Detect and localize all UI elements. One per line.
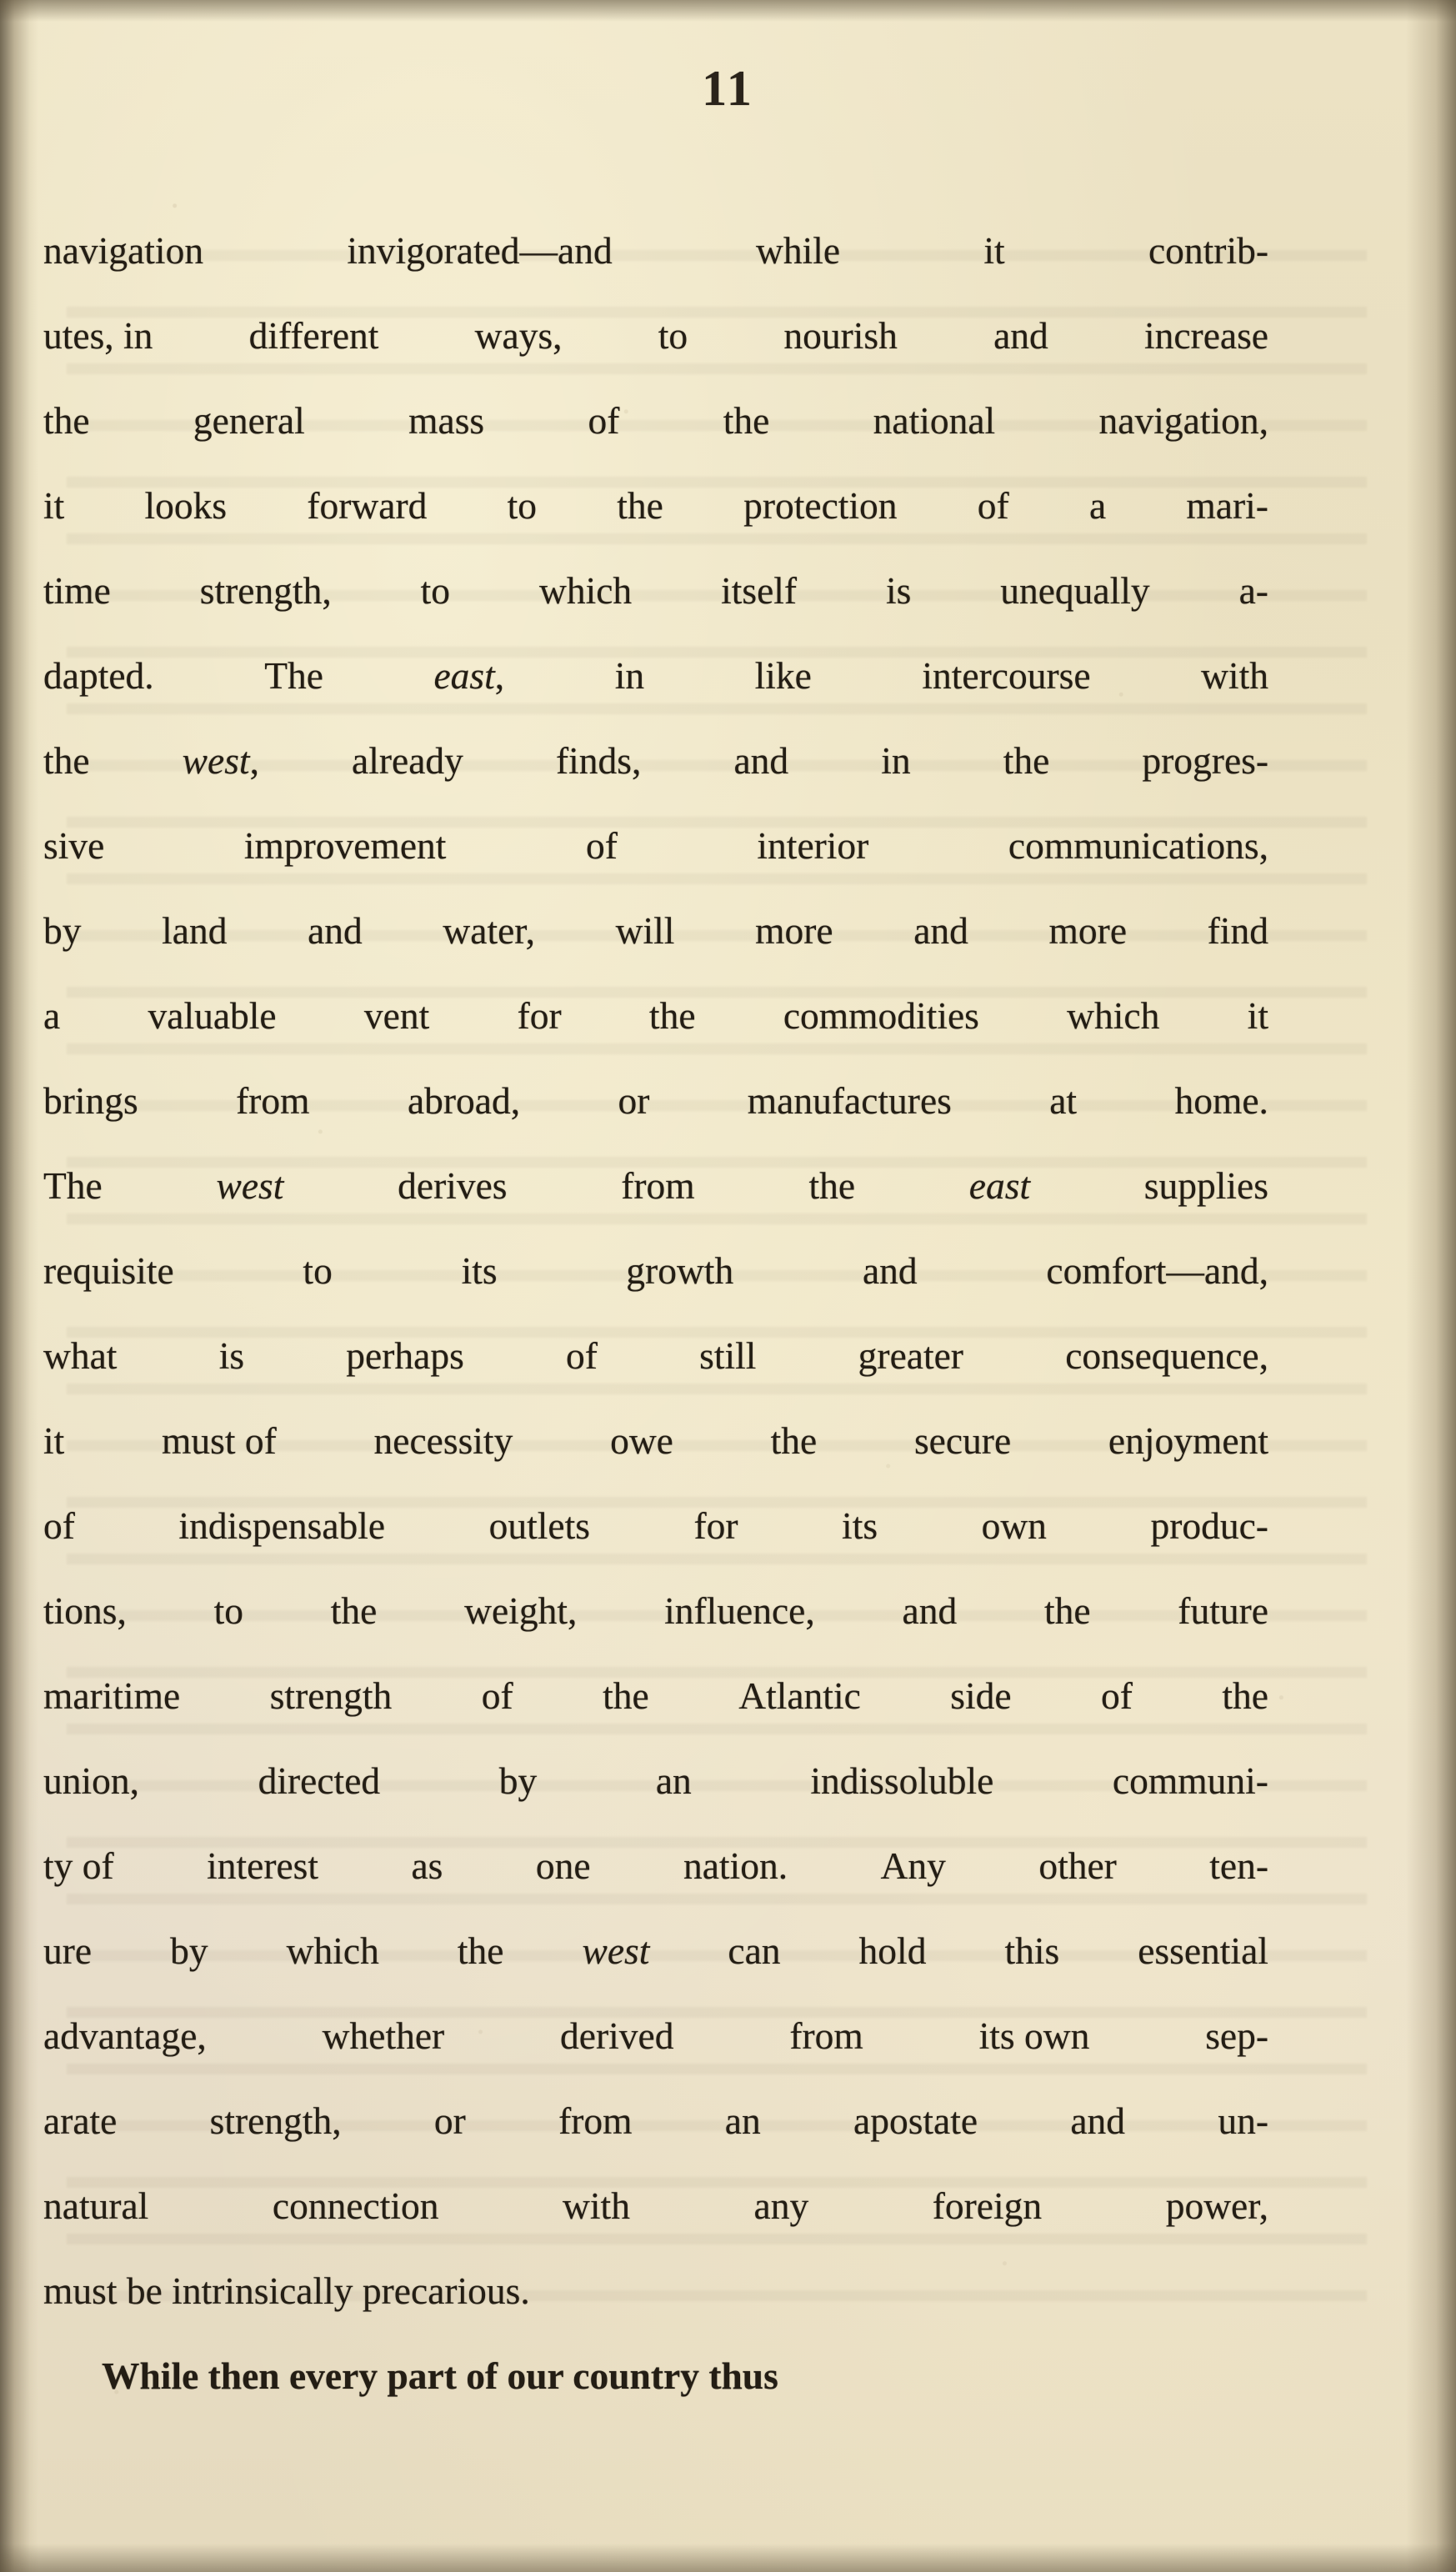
text-line: union, directed by an indissoluble communi- xyxy=(43,1759,1268,1802)
text-line: it looks forward to the protection of a mari- xyxy=(43,484,1268,527)
top-page-edge-shadow xyxy=(0,0,1456,22)
text-line: it must of necessity owe the secure enjoyment xyxy=(43,1419,1268,1462)
text-line: the west, already finds, and in the progres- xyxy=(43,739,1268,782)
text-line: tions, to the weight, influence, and the future xyxy=(43,1589,1268,1632)
page-number: 11 xyxy=(702,61,754,116)
text-line: navigation invigorated—and while it contrib- xyxy=(43,229,1268,272)
text-line: a valuable vent for the commodities which it xyxy=(43,994,1268,1037)
text-line: advantage, whether derived from its own sep- xyxy=(43,2014,1268,2057)
text-line: natural connection with any foreign power, xyxy=(43,2184,1268,2227)
text-line: maritime strength of the Atlantic side of the xyxy=(43,1674,1268,1717)
text-line: dapted. The east, in like intercourse with xyxy=(43,654,1268,697)
text-line: what is perhaps of still greater consequence, xyxy=(43,1334,1268,1377)
text-line: The west derives from the east supplies xyxy=(43,1164,1268,1207)
right-page-edge-shadow xyxy=(1406,0,1456,2572)
text-line: of indispensable outlets for its own produc- xyxy=(43,1504,1268,1547)
text-line: ty of interest as one nation. Any other ten- xyxy=(43,1844,1268,1887)
text-line: requisite to its growth and comfort—and, xyxy=(43,1249,1268,1292)
text-line: utes, in different ways, to nourish and increase xyxy=(43,314,1268,357)
text-line: brings from abroad, or manufactures at home. xyxy=(43,1079,1268,1122)
text-line: sive improvement of interior communications, xyxy=(43,824,1268,867)
left-page-edge-shadow xyxy=(0,0,38,2572)
text-line-paragraph-start: While then every part of our country thus xyxy=(102,2354,778,2397)
text-line: must be intrinsically precarious. xyxy=(43,2269,530,2312)
text-line: the general mass of the national navigation, xyxy=(43,399,1268,442)
text-line: time strength, to which itself is unequally a- xyxy=(43,569,1268,612)
bottom-page-edge-shadow xyxy=(0,2544,1456,2572)
text-line: arate strength, or from an apostate and un- xyxy=(43,2099,1268,2142)
text-line: by land and water, will more and more find xyxy=(43,909,1268,952)
text-line: ure by which the west can hold this essential xyxy=(43,1929,1268,1972)
body-text xyxy=(43,208,1268,2419)
